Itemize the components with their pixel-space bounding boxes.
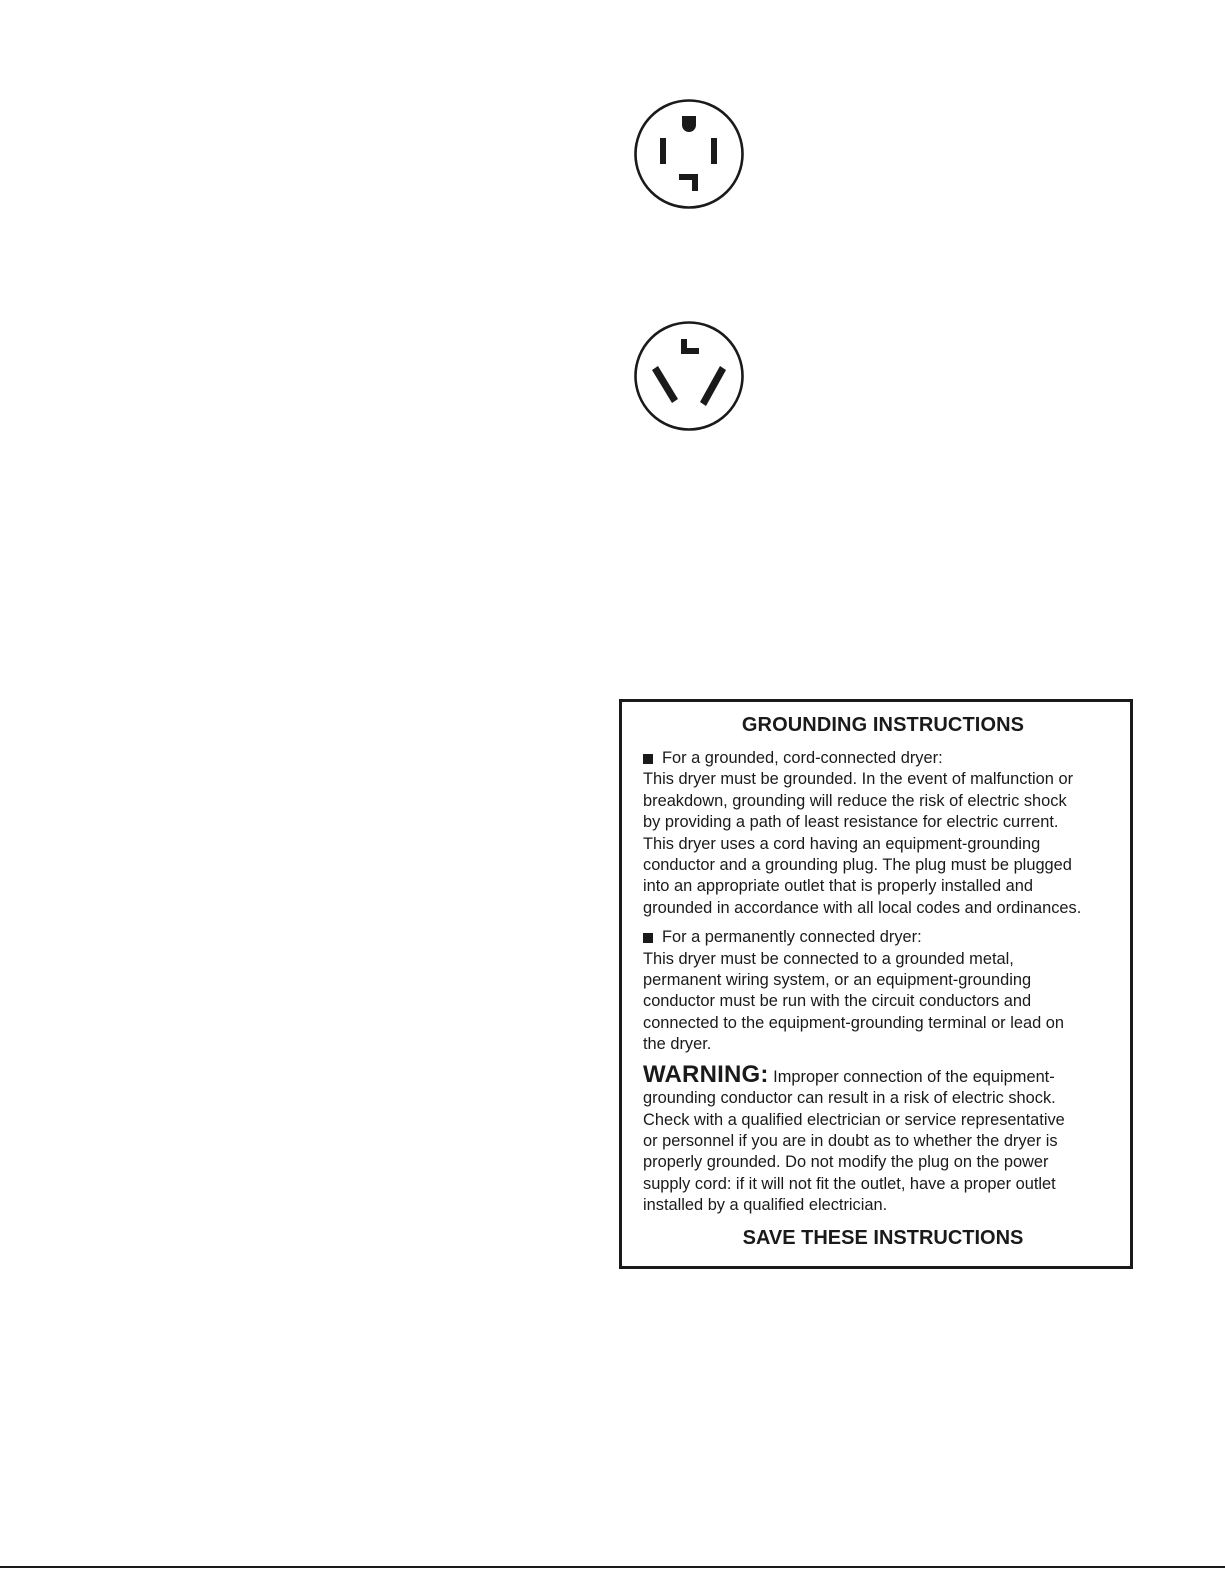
warning-text: Improper connection of the equipment- grounding conductor can result in a risk of electric shock. Check with a qualified electrician or service representative or personnel if you are in doubt as to whether the dryer is properly grounded. Do not modify the plug on the power supply cord: if it will not fit the outlet, have a proper outlet installed by a qualified electrician. bbox=[643, 1067, 1065, 1215]
warning-label: WARNING: bbox=[643, 1060, 769, 1088]
square-bullet-icon bbox=[643, 933, 653, 943]
warning-paragraph bbox=[643, 1060, 1123, 1217]
permanent-connected-heading-text: For a permanently connected dryer: bbox=[662, 928, 922, 947]
cord-connected-heading bbox=[643, 748, 1123, 769]
page-bottom-rule bbox=[0, 1566, 1225, 1568]
cord-connected-heading-text: For a grounded, cord-connected dryer: bbox=[662, 749, 943, 767]
three-wire-outlet-icon bbox=[632, 319, 746, 433]
four-wire-outlet-icon bbox=[632, 97, 746, 211]
grounding-instructions-content bbox=[643, 712, 1123, 1251]
grounding-instructions-title: GROUNDING INSTRUCTIONS bbox=[741, 714, 1025, 736]
save-instructions-footer: SAVE THESE INSTRUCTIONS bbox=[742, 1226, 1024, 1249]
permanent-connected-heading bbox=[643, 927, 1123, 948]
square-bullet-icon bbox=[643, 754, 653, 764]
permanent-connected-paragraph: This dryer must be connected to a grounded metal, permanent wiring system, or an equipment-grounding conductor must be run with the circuit conductors and connected to the equipment-grounding terminal or lead on the dryer. bbox=[643, 949, 1064, 1054]
grounding-instructions-box bbox=[619, 699, 1133, 1269]
cord-connected-paragraph: This dryer must be grounded. In the event of malfunction or breakdown, grounding will reduce the risk of electric shock by providing a path of least resistance for electric current. This dryer uses a cord having an equipment-grounding conductor and a grounding plug. The plug must be plugged into an appropriate outlet that is properly installed and grounded in accordance with all local codes and ordinances. bbox=[643, 770, 1082, 917]
